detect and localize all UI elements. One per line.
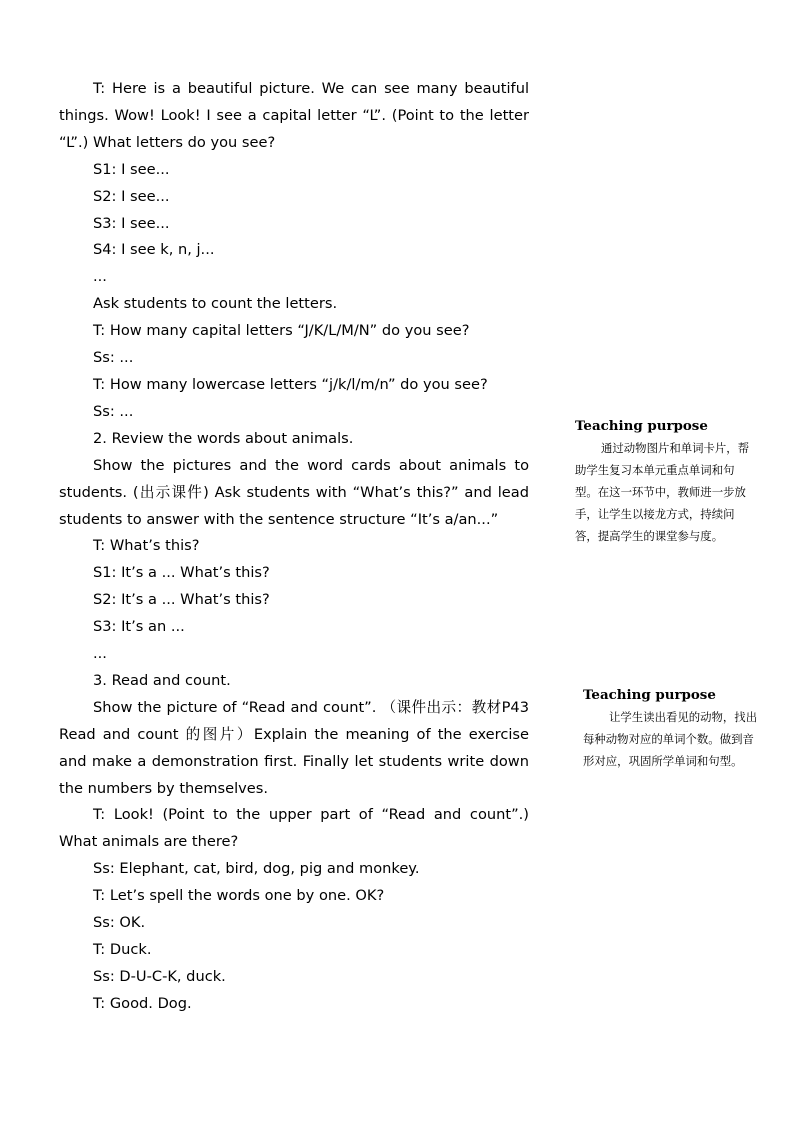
note-heading: Teaching purpose bbox=[575, 418, 708, 434]
note-text: 通过动物图片和单词卡片，帮助学生复习本单元重点单词和句型。在这一环节中，教师进一步放手，让学生以接龙方式，持续问答，提高学生的课堂参与度。 bbox=[575, 441, 750, 543]
lesson-body bbox=[59, 76, 529, 1018]
paragraph-intro: T: Here is a beautiful picture. We can see many beautiful things. Wow! Look! I see a capital letter “L”. (Point to the letter “L”.) What letters do you see? bbox=[59, 80, 529, 151]
dialogue-line: T: How many capital letters “J/K/L/M/N” do you see? bbox=[93, 322, 470, 340]
dialogue-line: T: What’s this? bbox=[93, 537, 200, 555]
dialogue-line: T: Good. Dog. bbox=[93, 994, 192, 1012]
dialogue-line: S3: I see... bbox=[93, 214, 170, 232]
paragraph-review-instructions: Show the pictures and the word cards about animals to students. (出示课件) Ask students with “What’s this?” and lead students to answer with the sentence structure “It’s a/an...” bbox=[59, 456, 529, 528]
section-heading-review: 2. Review the words about animals. bbox=[93, 429, 354, 447]
dialogue-line: Ss: D-U-C-K, duck. bbox=[93, 967, 226, 985]
dialogue-line: S4: I see k, n, j... bbox=[93, 241, 215, 259]
ellipsis-line: ... bbox=[93, 645, 107, 663]
teaching-purpose-note bbox=[575, 415, 755, 547]
note-text: 让学生读出看见的动物，找出每种动物对应的单词个数。做到音形对应，巩固所学单词和句型。 bbox=[583, 710, 758, 768]
dialogue-line: S2: It’s a ... What’s this? bbox=[93, 591, 270, 609]
teaching-purpose-note bbox=[583, 684, 763, 772]
dialogue-line: S3: It’s an ... bbox=[93, 618, 185, 636]
dialogue-line: S2: I see... bbox=[93, 187, 170, 205]
dialogue-line: Ss: Elephant, cat, bird, dog, pig and monkey. bbox=[93, 860, 420, 878]
dialogue-line: T: Let’s spell the words one by one. OK? bbox=[93, 887, 385, 905]
dialogue-line: Ss: OK. bbox=[93, 914, 146, 932]
section-heading-read-count: 3. Read and count. bbox=[93, 671, 231, 689]
dialogue-line: S1: It’s a ... What’s this? bbox=[93, 564, 270, 582]
ellipsis-line: ... bbox=[93, 268, 107, 286]
instruction-line: Ask students to count the letters. bbox=[93, 295, 338, 313]
dialogue-line: Ss: ... bbox=[93, 402, 134, 420]
dialogue-line: Ss: ... bbox=[93, 349, 134, 367]
dialogue-line: T: Duck. bbox=[93, 941, 152, 958]
dialogue-line: T: Look! (Point to the upper part of “Read and count”.) What animals are there? bbox=[59, 806, 529, 851]
paragraph-read-count-instructions: Show the picture of “Read and count”. （课件出示：教材P43 Read and count 的图片）Explain the meaning of the exercise and make a demonstration first. Finally let students write down the numbers by themselves. bbox=[59, 698, 529, 797]
note-heading: Teaching purpose bbox=[583, 687, 716, 703]
dialogue-line: T: How many lowercase letters “j/k/l/m/n” do you see? bbox=[93, 375, 488, 393]
dialogue-line: S1: I see... bbox=[93, 160, 170, 178]
